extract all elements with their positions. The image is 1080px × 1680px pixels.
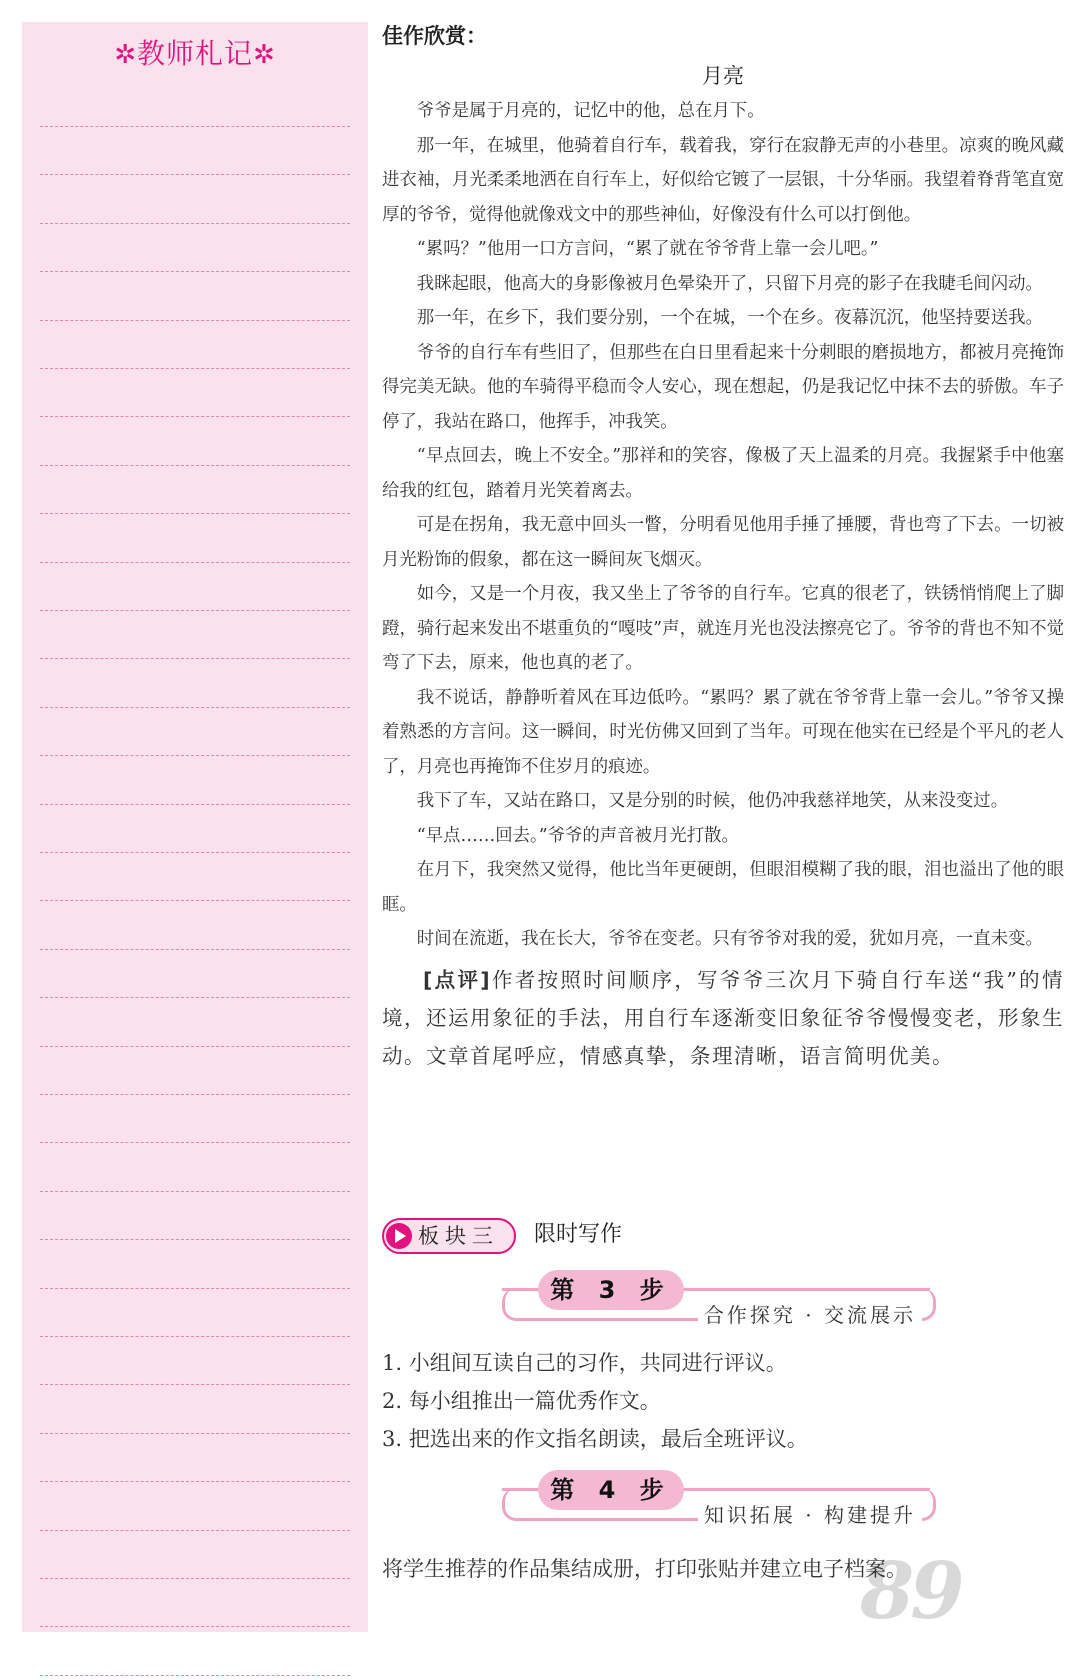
note-line <box>40 804 350 805</box>
essay-body <box>382 94 1064 957</box>
note-line <box>40 1481 350 1482</box>
note-line <box>40 1578 350 1579</box>
note-line <box>40 658 350 659</box>
note-line <box>40 368 350 369</box>
section-heading: 佳作欣赏： <box>382 24 487 48</box>
section-badge <box>382 1218 516 1254</box>
essay-paragraph: 我下了车，又站在路口，又是分别的时候，他仍冲我慈祥地笑，从来没变过。 <box>416 791 1009 811</box>
note-line <box>40 852 350 853</box>
note-line <box>40 997 350 998</box>
page-number: 89 <box>860 1546 961 1637</box>
step3-banner <box>502 1270 952 1330</box>
list-item: 1. 小组间互读自己的习作，共同进行评议。 <box>382 1351 787 1375</box>
note-line <box>40 1336 350 1337</box>
step4-text: 将学生推荐的作品集结成册，打印张贴并建立电子档案。 <box>382 1557 907 1581</box>
comment-text: 作者按照时间顺序，写爷爷三次月下骑自行车送“我”的情境，还运用象征的手法，用自行车逐渐变旧象征爷爷慢慢变老，形象生动。文章首尾呼应，情感真挚，条理清晰，语言简明优美。 <box>382 967 1064 1068</box>
essay-paragraph: 那一年，在乡下，我们要分别，一个在城，一个在乡。夜幕沉沉，他坚持要送我。 <box>416 308 1043 328</box>
essay-paragraph: 在月下，我突然又觉得，他比当年更硬朗，但眼泪模糊了我的眼，泪也溢出了他的眼眶。 <box>382 860 1064 915</box>
main-content <box>382 18 1064 1668</box>
essay-comment <box>382 961 1064 1075</box>
note-lines <box>40 102 350 1632</box>
note-line <box>40 1433 350 1434</box>
note-line <box>40 949 350 950</box>
note-line <box>40 1191 350 1192</box>
essay-paragraph: “早点……回去。”爷爷的声音被月光打散。 <box>416 825 739 846</box>
comment-tag: [点评] <box>423 967 492 992</box>
step3-list <box>382 1344 1064 1458</box>
note-line <box>40 1675 350 1676</box>
section-header <box>382 1216 782 1256</box>
step4-subtitle: 知识拓展 · 构建提升 <box>698 1500 922 1530</box>
teacher-notes-sidebar <box>22 22 368 1632</box>
essay-paragraph: “累吗？”他用一口方言问，“累了就在爷爷背上靠一会儿吧。” <box>416 239 879 259</box>
note-line <box>40 900 350 901</box>
note-line <box>40 1626 350 1627</box>
note-line <box>40 1288 350 1289</box>
note-line <box>40 1142 350 1143</box>
essay-paragraph: 爷爷的自行车有些旧了，但那些在白日里看起来十分刺眼的磨损地方，都被月亮掩饰得完美无缺。他的车骑得平稳而令人安心，现在想起，仍是我记忆中抹不去的骄傲。车子停了，我站在路口，他挥手，冲我笑。 <box>382 342 1064 432</box>
essay-paragraph: 那一年，在城里，他骑着自行车，载着我，穿行在寂静无声的小巷里。凉爽的晚风藏进衣袖，月光柔柔地洒在自行车上，好似给它镀了一层银，十分华丽。我望着脊背笔直宽厚的爷爷，觉得他就像戏文中的那些神仙，好像没有什么可以打倒他。 <box>382 135 1064 225</box>
note-line <box>40 755 350 756</box>
sidebar-title-text: 教师札记 <box>136 37 253 70</box>
play-icon <box>386 1223 412 1249</box>
note-line <box>40 320 350 321</box>
note-line <box>40 1239 350 1240</box>
note-line <box>40 513 350 514</box>
note-line <box>40 1384 350 1385</box>
note-line <box>40 126 350 127</box>
essay-paragraph: 我不说话，静静听着风在耳边低吟。“累吗？累了就在爷爷背上靠一会儿。”爷爷又操着熟悉的方言问。这一瞬间，时光仿佛又回到了当年。可现在他实在已经是个平凡的老人了，月亮也再掩饰不住岁月的痕迹。 <box>382 687 1064 777</box>
note-line <box>40 1094 350 1095</box>
sidebar-title <box>22 32 368 72</box>
note-line <box>40 610 350 611</box>
step4-label: 第 4 步 <box>538 1470 684 1510</box>
list-item: 3. 把选出来的作文指名朗读，最后全班评议。 <box>382 1427 808 1451</box>
note-line <box>40 707 350 708</box>
step3-label: 第 3 步 <box>538 1270 684 1310</box>
essay-paragraph: 我眯起眼，他高大的身影像被月色晕染开了，只留下月亮的影子在我睫毛间闪动。 <box>416 273 1043 294</box>
flower-left-icon: ✲ <box>114 40 137 70</box>
section-badge-label: 板块三 <box>418 1224 499 1248</box>
essay-paragraph: “早点回去，晚上不安全。”那祥和的笑容，像极了天上温柔的月亮。我握紧手中他塞给我的红包，踏着月光笑着离去。 <box>382 446 1064 501</box>
note-line <box>40 271 350 272</box>
section-title: 限时写作 <box>534 1222 623 1247</box>
step3-subtitle: 合作探究 · 交流展示 <box>698 1300 922 1330</box>
note-line <box>40 465 350 466</box>
essay-paragraph: 爷爷是属于月亮的，记忆中的他，总在月下。 <box>416 101 765 121</box>
essay-paragraph: 时间在流逝，我在长大，爷爷在变老。只有爷爷对我的爱，犹如月亮，一直未变。 <box>416 929 1043 949</box>
flower-right-icon: ✲ <box>253 40 276 70</box>
note-line <box>40 1530 350 1531</box>
note-line <box>40 416 350 417</box>
essay-paragraph: 可是在拐角，我无意中回头一瞥，分明看见他用手捶了捶腰，背也弯了下去。一切被月光粉饰的假象，都在这一瞬间灰飞烟灭。 <box>382 515 1064 570</box>
note-line <box>40 562 350 563</box>
note-line <box>40 223 350 224</box>
step4-banner <box>502 1470 952 1530</box>
list-item: 2. 每小组推出一篇优秀作文。 <box>382 1389 661 1413</box>
essay-paragraph: 如今，又是一个月夜，我又坐上了爷爷的自行车。它真的很老了，铁锈悄悄爬上了脚蹬，骑行起来发出不堪重负的“嘎吱”声，就连月光也没法擦亮它了。爷爷的背也不知不觉弯了下去，原来，他也真的老了。 <box>382 584 1064 673</box>
essay-title: 月亮 <box>702 64 744 88</box>
note-line <box>40 174 350 175</box>
note-line <box>40 1046 350 1047</box>
